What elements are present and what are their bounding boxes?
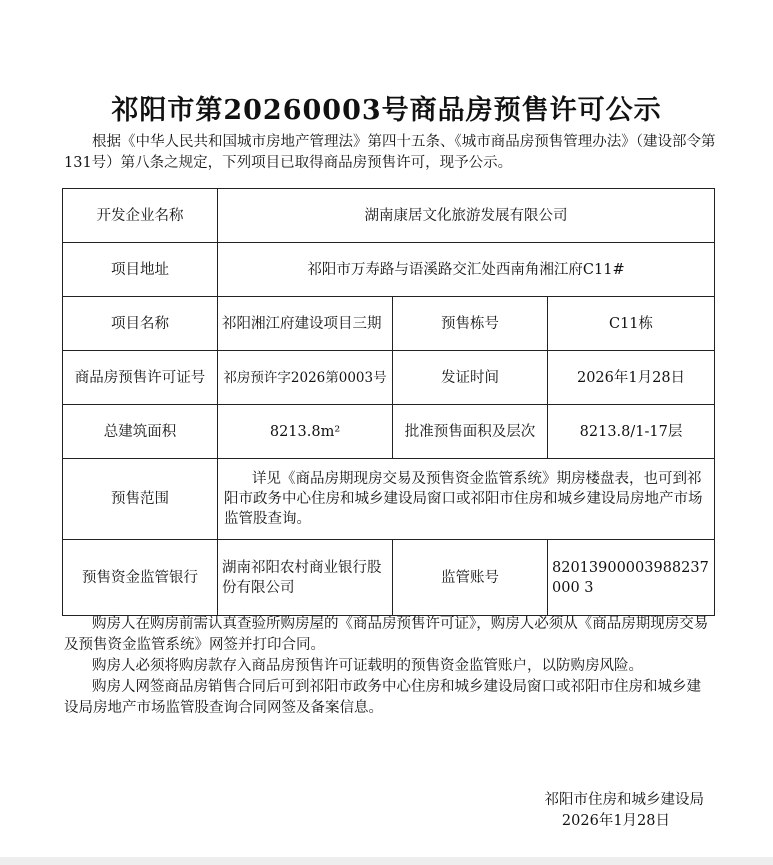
table-row bbox=[63, 243, 715, 297]
issue-value: 2026年1月28日 bbox=[548, 351, 715, 405]
bank-value: 湖南祁阳农村商业银行股份有限公司 bbox=[218, 540, 393, 616]
permit-value: 祁房预许字2026第0003号 bbox=[218, 351, 393, 405]
signature-block bbox=[545, 790, 705, 832]
area-label: 总建筑面积 bbox=[63, 405, 218, 459]
table-row bbox=[63, 459, 715, 540]
bank-label: 预售资金监管银行 bbox=[63, 540, 218, 616]
project-value: 祁阳湘江府建设项目三期 bbox=[218, 297, 393, 351]
address-value: 祁阳市万寿路与语溪路交汇处西南角湘江府C11# bbox=[218, 243, 715, 297]
note-paragraph: 购房人必须将购房款存入商品房预售许可证载明的预售资金监管账户，以防购房风险。 bbox=[92, 658, 643, 674]
developer-label: 开发企业名称 bbox=[63, 189, 218, 243]
permit-label: 商品房预售许可证号 bbox=[63, 351, 218, 405]
page-title: 祁阳市第20260003号商品房预售许可公示 bbox=[111, 95, 662, 126]
signature-date: 2026年1月28日 bbox=[561, 813, 670, 829]
scope-label: 预售范围 bbox=[63, 459, 218, 540]
table-row bbox=[63, 351, 715, 405]
account-value: 82013900003988237000 3 bbox=[548, 540, 715, 616]
approved-value: 8213.8/1-17层 bbox=[548, 405, 715, 459]
building-value: C11栋 bbox=[548, 297, 715, 351]
table-row bbox=[63, 189, 715, 243]
table-row bbox=[63, 405, 715, 459]
scope-value: 详见《商品房期现房交易及预售资金监管系统》期房楼盘表，也可到祁阳市政务中心住房和城乡建设局窗口或祁阳市住房和城乡建设局房地产市场监管股查询。 bbox=[218, 459, 715, 540]
issuing-org: 祁阳市住房和城乡建设局 bbox=[544, 792, 704, 808]
table-row bbox=[63, 540, 715, 616]
intro-paragraph: 根据《中华人民共和国城市房地产管理法》第四十五条、《城市商品房预售管理办法》（建设部令第131号）第八条之规定，下列项目已取得商品房预售许可，现予公示。 bbox=[64, 134, 716, 171]
issue-label: 发证时间 bbox=[393, 351, 548, 405]
building-label: 预售栋号 bbox=[393, 297, 548, 351]
permit-info-table bbox=[62, 188, 715, 616]
note-paragraph: 购房人网签商品房销售合同后可到祁阳市政务中心住房和城乡建设局窗口或祁阳市住房和城乡建设局房地产市场监管股查询合同网签及备案信息。 bbox=[64, 679, 701, 716]
area-value: 8213.8m² bbox=[218, 405, 393, 459]
address-label: 项目地址 bbox=[63, 243, 218, 297]
table-row bbox=[63, 297, 715, 351]
note-paragraph: 购房人在购房前需认真查验所购房屋的《商品房预售许可证》，购房人必须从《商品房期现房交易及预售资金监管系统》网签并打印合同。 bbox=[64, 616, 709, 653]
developer-value: 湖南康居文化旅游发展有限公司 bbox=[218, 189, 715, 243]
account-label: 监管账号 bbox=[393, 540, 548, 616]
bottom-scrollbar-track bbox=[0, 857, 773, 865]
approved-label: 批准预售面积及层次 bbox=[393, 405, 548, 459]
project-label: 项目名称 bbox=[63, 297, 218, 351]
notes-section bbox=[64, 614, 714, 719]
